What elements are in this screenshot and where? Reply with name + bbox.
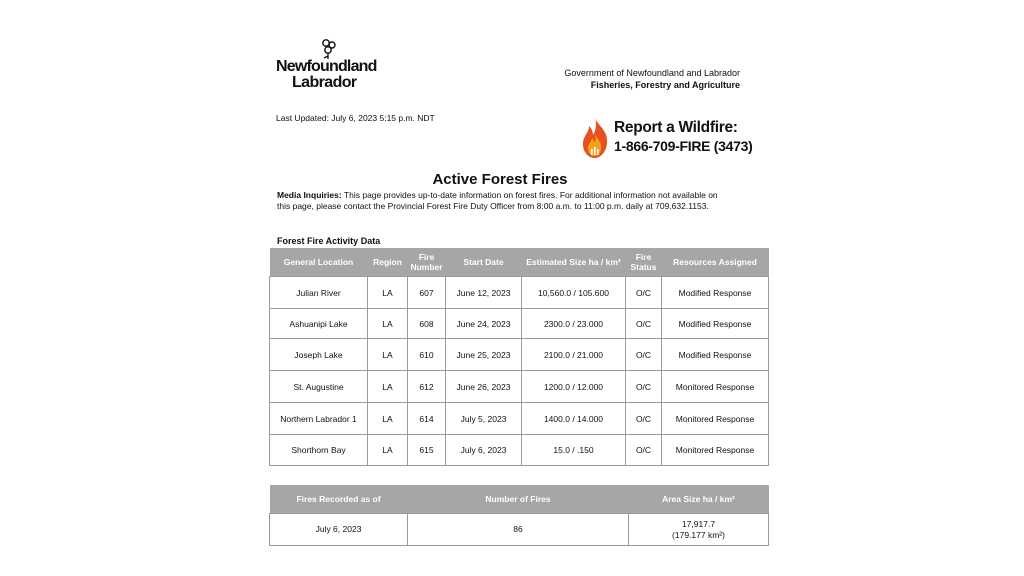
summary-header-area: Area Size ha / km² (629, 485, 769, 514)
summary-area-ha: 17,917.7 (681, 518, 716, 529)
last-updated: Last Updated: July 6, 2023 5:15 p.m. NDT (276, 113, 435, 123)
cell-region: LA (368, 277, 408, 309)
cell-resources: Modified Response (662, 309, 769, 339)
summary-area-km: (179.177 km²) (672, 529, 725, 540)
cell-fire-number: 607 (408, 277, 446, 309)
cell-location: St. Augustine (270, 371, 368, 403)
cell-resources: Modified Response (662, 339, 769, 371)
cell-resources: Monitored Response (662, 371, 769, 403)
cell-resources: Modified Response (662, 277, 769, 309)
fire-summary-table (269, 485, 769, 546)
cell-size: 15.0 / .150 (522, 435, 626, 466)
cell-resources: Monitored Response (662, 403, 769, 435)
cell-fire-number: 614 (408, 403, 446, 435)
cell-status: O/C (626, 309, 662, 339)
cell-region: LA (368, 435, 408, 466)
table-header-row (270, 248, 769, 277)
column-header-location: General Location (270, 248, 368, 277)
media-inquiries-label: Media Inquiries: (277, 190, 342, 200)
nl-logo (276, 38, 386, 98)
cell-size: 10,560.0 / 105.600 (522, 277, 626, 309)
cell-start-date: June 25, 2023 (446, 339, 522, 371)
report-wildfire-title: Report a Wildfire: (614, 119, 738, 136)
document-page (268, 36, 770, 572)
cell-location: Northern Labrador 1 (270, 403, 368, 435)
column-header-region: Region (368, 248, 408, 277)
government-name: Government of Newfoundland and Labrador (564, 68, 740, 78)
cell-size: 2300.0 / 23.000 (522, 309, 626, 339)
cell-size: 1400.0 / 14.000 (522, 403, 626, 435)
media-inquiries-text: This page provides up-to-date information on forest fires. For additional information not available on this page, please contact the Provincial Forest Fire Duty Officer from 8:00 a.m. to 11:00 p.m. daily at 709.632.1153. (277, 190, 718, 211)
column-header-start-date: Start Date (446, 248, 522, 277)
column-header-size: Estimated Size ha / km² (522, 248, 626, 277)
cell-location: Ashuanipi Lake (270, 309, 368, 339)
cell-fire-number: 612 (408, 371, 446, 403)
pitcher-plant-icon (318, 38, 340, 60)
cell-status: O/C (626, 339, 662, 371)
cell-start-date: June 24, 2023 (446, 309, 522, 339)
media-inquiries (277, 190, 732, 212)
cell-region: LA (368, 371, 408, 403)
column-header-status: Fire Status (626, 248, 662, 277)
cell-location: Julian River (270, 277, 368, 309)
cell-start-date: June 26, 2023 (446, 371, 522, 403)
table-row (270, 435, 769, 466)
cell-start-date: July 6, 2023 (446, 435, 522, 466)
cell-status: O/C (626, 277, 662, 309)
cell-fire-number: 608 (408, 309, 446, 339)
cell-location: Shorthorn Bay (270, 435, 368, 466)
cell-start-date: June 12, 2023 (446, 277, 522, 309)
cell-size: 2100.0 / 21.000 (522, 339, 626, 371)
cell-status: O/C (626, 435, 662, 466)
ministry-name: Fisheries, Forestry and Agriculture (590, 80, 740, 90)
summary-header-row (270, 485, 769, 514)
flame-icon (578, 116, 612, 160)
logo-line-2: Labrador (292, 74, 357, 91)
table-row (270, 339, 769, 371)
summary-area (629, 514, 769, 546)
section-title: Forest Fire Activity Data (277, 236, 381, 246)
fire-activity-table (269, 248, 769, 466)
table-row (270, 277, 769, 309)
report-wildfire-phone[interactable]: 1-866-709-FIRE (3473) (614, 138, 753, 154)
cell-resources: Monitored Response (662, 435, 769, 466)
table-row (270, 371, 769, 403)
cell-region: LA (368, 403, 408, 435)
summary-count: 86 (408, 514, 629, 546)
cell-region: LA (368, 309, 408, 339)
logo-line-1: Newfoundland (276, 58, 377, 75)
cell-region: LA (368, 339, 408, 371)
summary-row (270, 514, 769, 546)
cell-location: Joseph Lake (270, 339, 368, 371)
cell-fire-number: 615 (408, 435, 446, 466)
cell-status: O/C (626, 371, 662, 403)
column-header-fire-number: Fire Number (408, 248, 446, 277)
cell-size: 1200.0 / 12.000 (522, 371, 626, 403)
summary-header-count: Number of Fires (408, 485, 629, 514)
cell-start-date: July 5, 2023 (446, 403, 522, 435)
government-header (564, 67, 740, 91)
page-title: Active Forest Fires (432, 171, 568, 188)
summary-header-recorded: Fires Recorded as of (270, 485, 408, 514)
table-row (270, 309, 769, 339)
column-header-resources: Resources Assigned (662, 248, 769, 277)
summary-date: July 6, 2023 (270, 514, 408, 546)
cell-status: O/C (626, 403, 662, 435)
cell-fire-number: 610 (408, 339, 446, 371)
report-wildfire-banner (578, 116, 768, 162)
table-row (270, 403, 769, 435)
